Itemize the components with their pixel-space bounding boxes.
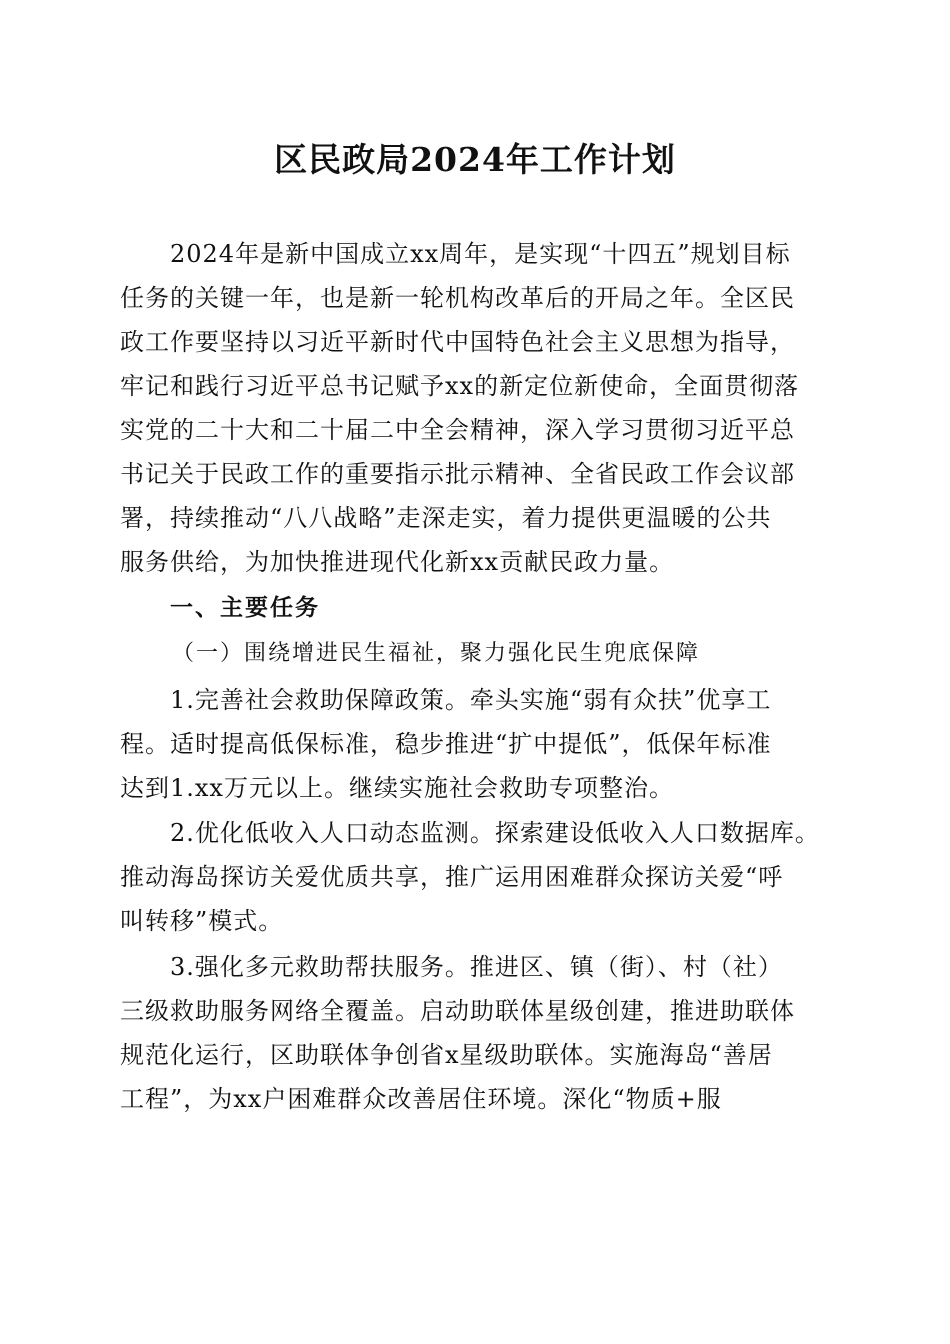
paragraph-line: 政工作要坚持以习近平新时代中国特色社会主义思想为指导， xyxy=(120,328,795,356)
document-title: 区民政局2024年工作计划 xyxy=(274,140,676,179)
paragraph-line: 达到1.xx万元以上。继续实施社会救助专项整治。 xyxy=(120,774,674,802)
paragraph-line: 1.完善社会救助保障政策。牵头实施“弱有众扶”优享工 xyxy=(170,686,772,714)
paragraph-line: 3.强化多元救助帮扶服务。推进区、镇（街）、村（社） xyxy=(170,953,783,981)
paragraph-line: 推动海岛探访关爱优质共享，推广运用困难群众探访关爱“呼 xyxy=(120,863,784,891)
section-heading: 一、主要任务 xyxy=(170,595,320,621)
paragraph-line: 工程”，为xx户困难群众改善居住环境。深化“物质+服 xyxy=(120,1085,722,1113)
paragraph-line: 规范化运行，区助联体争创省x星级助联体。实施海岛“善居 xyxy=(120,1041,773,1069)
paragraph-line: 任务的关键一年，也是新一轮机构改革后的开局之年。全区民 xyxy=(120,284,795,312)
paragraph-line: 实党的二十大和二十届二中全会精神，深入学习贯彻习近平总 xyxy=(120,416,795,444)
paragraph-line: 署，持续推动“八八战略”走深走实，着力提供更温暖的公共 xyxy=(120,504,772,532)
paragraph-line: 程。适时提高低保标准，稳步推进“扩中提低”，低保年标准 xyxy=(120,730,772,758)
paragraph-line: 服务供给，为加快推进现代化新xx贡献民政力量。 xyxy=(120,548,675,576)
paragraph-line: 三级救助服务网络全覆盖。启动助联体星级创建，推进助联体 xyxy=(120,997,795,1025)
paragraph-line: 2.优化低收入人口动态监测。探索建设低收入人口数据库。 xyxy=(170,819,820,847)
paragraph-line: 书记关于民政工作的重要指示批示精神、全省民政工作会议部 xyxy=(120,460,795,488)
subsection-heading: （一）围绕增进民生福祉，聚力强化民生兜底保障 xyxy=(172,641,701,666)
paragraph-line: 牢记和践行习近平总书记赋予xx的新定位新使命，全面贯彻落 xyxy=(120,372,800,400)
paragraph-line: 2024年是新中国成立xx周年，是实现“十四五”规划目标 xyxy=(170,240,791,268)
paragraph-line: 叫转移”模式。 xyxy=(120,907,284,935)
